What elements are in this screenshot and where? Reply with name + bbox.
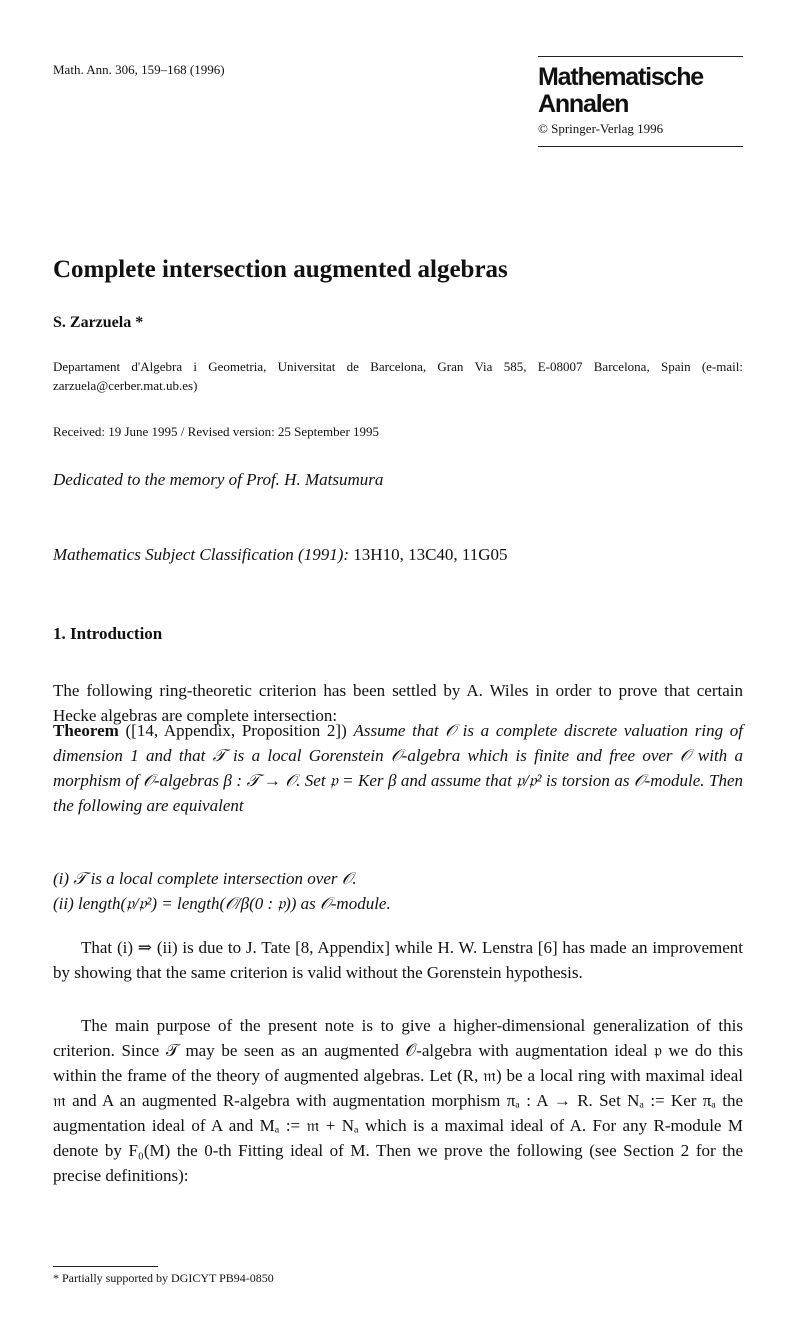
journal-name-line1: Mathematische bbox=[538, 63, 704, 91]
journal-name-line2: Annalen bbox=[538, 90, 629, 118]
masthead-bottom-rule bbox=[538, 146, 743, 147]
theorem-block bbox=[53, 718, 743, 818]
subject-classification bbox=[53, 545, 508, 565]
section-heading: 1. Introduction bbox=[53, 624, 163, 643]
author-affiliation: Departament d'Algebra i Geometria, Universitat de Barcelona, Gran Via 585, E-08007 Barcelona, Spain (e-mail: zarzuela@cerber.mat.ub.es) bbox=[53, 359, 743, 393]
intro-paragraph-2: That (i) ⇒ (ii) is due to J. Tate [8, Appendix] while H. W. Lenstra [6] has made an improvement by showing that the same criterion is valid without the Gorenstein hypothesis. bbox=[53, 938, 743, 982]
publisher-copyright: © Springer-Verlag 1996 bbox=[538, 121, 664, 136]
msc-codes: 13H10, 13C40, 11G05 bbox=[353, 545, 508, 564]
theorem-label: Theorem bbox=[53, 721, 119, 740]
journal-masthead bbox=[538, 56, 743, 147]
intro-paragraph-1: The following ring-theoretic criterion has been settled by A. Wiles in order to prove that certain Hecke algebras are complete intersection: bbox=[53, 681, 743, 725]
masthead-top-rule bbox=[538, 56, 743, 57]
footnote-rule bbox=[53, 1266, 158, 1267]
list-item: (ii) length(𝔭/𝔭²) = length(𝒪/β(0 : 𝔭)) as 𝒪-module. bbox=[53, 894, 391, 913]
msc-label: Mathematics Subject Classification (1991): bbox=[53, 545, 350, 564]
intro-paragraph-3: The main purpose of the present note is to give a higher-dimensional generalization of this criterion. Since 𝒯 may be seen as an augmented 𝒪-algebra with augmentation ideal 𝔭 we do this within the frame of the theory of augmented algebras. Let (R, 𝔪) be a local ring with maximal ideal 𝔪 and A an augmented R-algebra with augmentation morphism πₐ : A → R. Set Nₐ := Ker πₐ the augmentation ideal of A and Mₐ := 𝔪 + Nₐ which is a maximal ideal of A. For any R-module M denote by F₀(M) the 0-th Fitting ideal of M. Then we prove the following (see Section 2 for the precise definitions): bbox=[53, 1016, 743, 1185]
theorem-reference: ([14, Appendix, Proposition 2]) bbox=[125, 721, 347, 740]
author-name: S. Zarzuela * bbox=[53, 314, 144, 331]
list-item: (i) 𝒯 is a local complete intersection over 𝒪. bbox=[53, 869, 357, 888]
received-dates: Received: 19 June 1995 / Revised version: 25 September 1995 bbox=[53, 424, 380, 439]
paper-title: Complete intersection augmented algebras bbox=[53, 256, 508, 283]
dedication: Dedicated to the memory of Prof. H. Matsumura bbox=[53, 470, 384, 489]
equivalence-list bbox=[53, 866, 743, 916]
citation: Math. Ann. 306, 159–168 (1996) bbox=[53, 62, 225, 77]
footnote: * Partially supported by DGICYT PB94-0850 bbox=[53, 1271, 274, 1285]
theorem-statement: Assume that 𝒪 is a complete discrete valuation ring of dimension 1 and that 𝒯 is a local Gorenstein 𝒪-algebra which is finite and free over 𝒪 with a morphism of 𝒪-algebras β : 𝒯 → 𝒪. Set 𝔭 = Ker β and assume that 𝔭/𝔭² is torsion as 𝒪-module. Then the following are equivalent bbox=[53, 721, 743, 815]
